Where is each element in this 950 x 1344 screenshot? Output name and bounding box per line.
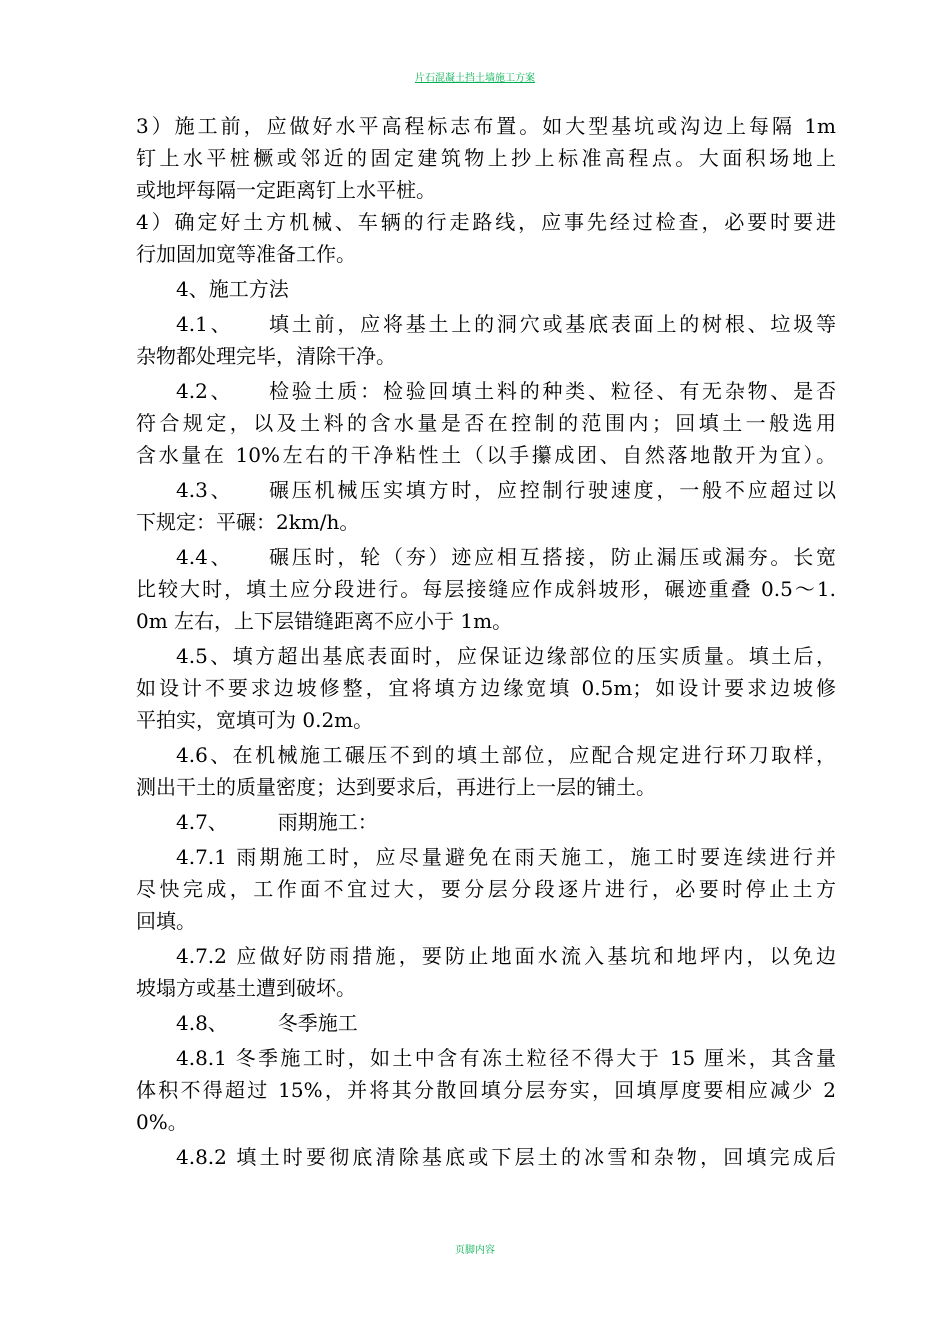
text-line: 4.4、 碾压时，轮（夯）迹应相互搭接，防止漏压或漏夯。长宽 [176, 545, 836, 569]
text-line: 4.7.1 雨期施工时，应尽量避免在雨天施工，施工时要连续进行并 [176, 845, 836, 869]
text-line: 4）确定好土方机械、车辆的行走路线，应事先经过检查，必要时要进 [136, 210, 836, 234]
text-line: 或地坪每隔一定距离钉上水平桩。 [136, 178, 436, 202]
text-line: 4.6、在机械施工碾压不到的填土部位，应配合规定进行环刀取样， [176, 743, 836, 767]
text-line: 如设计不要求边坡修整，宜将填方边缘宽填 0.5m；如设计要求边坡修 [136, 676, 836, 700]
document-body [136, 110, 836, 1173]
text-line: 体积不得超过 15%，并将其分散回填分层夯实，回填厚度要相应减少 2 [136, 1078, 836, 1102]
section-heading: 4、施工方法 [176, 277, 289, 301]
text-line: 杂物都处理完毕，清除干净。 [136, 344, 396, 368]
text-line: 4.8.1 冬季施工时，如土中含有冻土粒径不得大于 15 厘米，其含量 [176, 1046, 836, 1070]
text-line: 0%。 [136, 1110, 188, 1134]
text-line: 回填。 [136, 909, 196, 933]
text-line: 4.8.2 填土时要彻底清除基底或下层土的冰雪和杂物，回填完成后 [176, 1145, 836, 1169]
text-line: 含水量在 10%左右的干净粘性土（以手攥成团、自然落地散开为宜）。 [136, 443, 836, 467]
text-line: 坡塌方或基土遭到破坏。 [136, 976, 356, 1000]
page-header: 片石混凝土挡土墙施工方案 [415, 73, 535, 84]
page-footer: 页脚内容 [455, 1245, 495, 1256]
text-line: 钉上水平桩橛或邻近的固定建筑物上抄上标准高程点。大面积场地上 [136, 146, 836, 170]
section-heading: 4.7、 雨期施工： [176, 810, 378, 834]
text-line: 平拍实，宽填可为 0.2m。 [136, 708, 374, 732]
text-line: 4.5、填方超出基底表面时，应保证边缘部位的压实质量。填土后， [176, 644, 836, 668]
text-line: 0m 左右，上下层错缝距离不应小于 1m。 [136, 609, 513, 633]
text-line: 尽快完成，工作面不宜过大，要分层分段逐片进行，必要时停止土方 [136, 877, 836, 901]
text-line: 下规定：平碾：2km/h。 [136, 510, 360, 534]
text-line: 4.2、 检验土质：检验回填土料的种类、粒径、有无杂物、是否 [176, 379, 836, 403]
text-line: 比较大时，填土应分段进行。每层接缝应作成斜坡形，碾迹重叠 0.5～1. [136, 577, 836, 601]
text-line: 行加固加宽等准备工作。 [136, 242, 356, 266]
text-line: 4.3、 碾压机械压实填方时，应控制行驶速度，一般不应超过以 [176, 478, 836, 502]
text-line: 测出干土的质量密度；达到要求后，再进行上一层的铺土。 [136, 775, 656, 799]
text-line: 4.1、 填土前，应将基土上的洞穴或基底表面上的树根、垃圾等 [176, 312, 836, 336]
text-line: 符合规定，以及土料的含水量是否在控制的范围内；回填土一般选用 [136, 411, 836, 435]
text-line: 4.7.2 应做好防雨措施，要防止地面水流入基坑和地坪内，以免边 [176, 944, 836, 968]
section-heading: 4.8、 冬季施工 [176, 1011, 358, 1035]
text-line: 3）施工前，应做好水平高程标志布置。如大型基坑或沟边上每隔 1m [136, 114, 836, 138]
